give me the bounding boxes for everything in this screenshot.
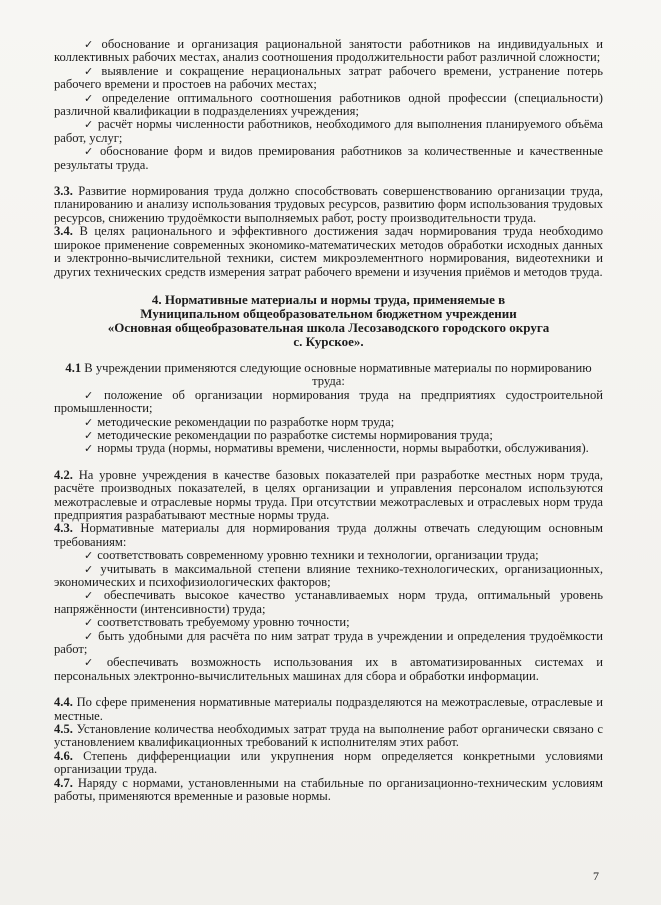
section-4-title: 4. Нормативные материалы и нормы труда, применяемые в Муниципальном общеобразовательном бюджетном учреждении «Основная общеобразовательная школа Лесозаводского городского округа с. Курское».: [107, 291, 550, 349]
bullet-list-2: [54, 389, 603, 456]
paragraph-4-4: 4.4. По сфере применения нормативные материалы подразделяются на межотраслевые, отраслевые и местные.: [54, 695, 603, 723]
list-item: ✓ учитывать в максимальной степени влияние технико-технологических, организационных, экономических и психофизиологических факторов;: [54, 561, 604, 589]
check-icon: ✓: [84, 549, 94, 563]
list-item: ✓ методические рекомендации по разработке норм труда;: [84, 414, 395, 429]
list-item: ✓ быть удобными для расчёта по ним затрат труда в учреждении и определения трудоёмкости работ;: [54, 628, 603, 657]
check-icon: ✓: [84, 629, 95, 643]
list-item: ✓ выявление и сокращение нерациональных затрат рабочего времени, устранение потерь рабочего времени и простоев на рабочих местах;: [54, 63, 603, 92]
check-icon: ✓: [84, 589, 100, 603]
page-number: 7: [593, 868, 599, 883]
list-item: ✓ обоснование и организация рациональной занятости работников на индивидуальных и коллективных рабочих местах, анализ соотношения продолжительности работ различной сложности;: [54, 37, 603, 65]
check-icon: ✓: [84, 415, 94, 429]
check-icon: ✓: [84, 656, 103, 670]
list-item: ✓ расчёт нормы численности работников, необходимого для выполнения планируемого объёма работ, услуг;: [54, 117, 603, 145]
paragraph-3-3: 3.3. Развитие нормирования труда должно способствовать совершенствованию организации труда, планированию и анализу использования трудовых ресурсов, развитию форм использования трудовых ресурсов, снижению трудоёмкости выполняемых работ, росту производительности труда.: [54, 184, 603, 225]
paragraph-4-3: 4.3. Нормативные материалы для нормирования труда должны отвечать следующим основным требованиям:: [54, 521, 603, 549]
list-item: ✓ нормы труда (нормы, нормативы времени, численности, нормы выработки, обслуживания).: [84, 441, 589, 456]
check-icon: ✓: [84, 442, 94, 456]
paragraph-4-7: 4.7. Наряду с нормами, установленными на стабильные по организационно-техническим условиям работы, применяются временные и разовые нормы.: [54, 775, 603, 804]
paragraph-4-6: 4.6. Степень дифференциации или укрупнения норм определяется конкретными условиями организации труда.: [54, 748, 603, 777]
check-icon: ✓: [84, 562, 97, 576]
check-icon: ✓: [84, 118, 94, 132]
list-item: ✓ обеспечивать возможность использования их в автоматизированных системах и персональных электронно-вычислительных машинах для сбора и обработки информации.: [54, 655, 604, 683]
list-item: ✓ положение об организации нормирования труда на предприятиях судостроительной промышленности;: [54, 387, 603, 416]
bullet-list-3: [54, 549, 603, 683]
paragraph-4-2: 4.2. На уровне учреждения в качестве базовых показателей при разработке местных норм труда, расчёте производных показателей, в целях организации и управления персоналом используются межотраслевые и отраслевые нормы труда. При отсутствии межотраслевых и отраслевых норм труда предприятия разрабатывают местные нормы труда.: [54, 467, 603, 522]
check-icon: ✓: [84, 428, 94, 442]
check-icon: ✓: [84, 388, 100, 402]
list-item: ✓ соответствовать требуемому уровню точности;: [84, 615, 350, 630]
list-item: ✓ определение оптимального соотношения работников одной профессии (специальности) различной квалификации в подразделениях учреждения;: [54, 90, 603, 119]
list-item: ✓ соответствовать современному уровню техники и технологии, организации труда;: [84, 548, 539, 563]
paragraph-4-5: 4.5. Установление количества необходимых затрат труда на выполнение работ органически связано с установлением квалификационных требований к исполнителям этих работ.: [54, 722, 603, 750]
bullet-list-1: [54, 38, 603, 172]
paragraph-3-4: 3.4. В целях рационального и эффективного достижения задач нормирования труда необходимо широкое применение современных экономико-математических методов обработки исходных данных и электронно-вычислительной техники, систем микроэлементного нормирования, видеотехники и других технических средств измерения затрат рабочего времени и изучения приёмов и методов труда.: [54, 224, 603, 279]
list-item: ✓ обоснование форм и видов премирования работников за количественные и качественные результаты труда.: [54, 144, 604, 172]
list-item: ✓ обеспечивать высокое качество устанавливаемых норм труда, оптимальный уровень напряжённости (интенсивности) труда;: [54, 588, 604, 616]
check-icon: ✓: [84, 616, 94, 630]
check-icon: ✓: [84, 145, 96, 159]
check-icon: ✓: [84, 64, 98, 78]
paragraph-4-1: 4.1 В учреждении применяются следующие основные нормативные материалы по нормированию труда:: [65, 360, 592, 389]
check-icon: ✓: [84, 91, 98, 105]
check-icon: ✓: [84, 38, 98, 51]
list-item: ✓ методические рекомендации по разработке системы нормирования труда;: [84, 427, 493, 442]
